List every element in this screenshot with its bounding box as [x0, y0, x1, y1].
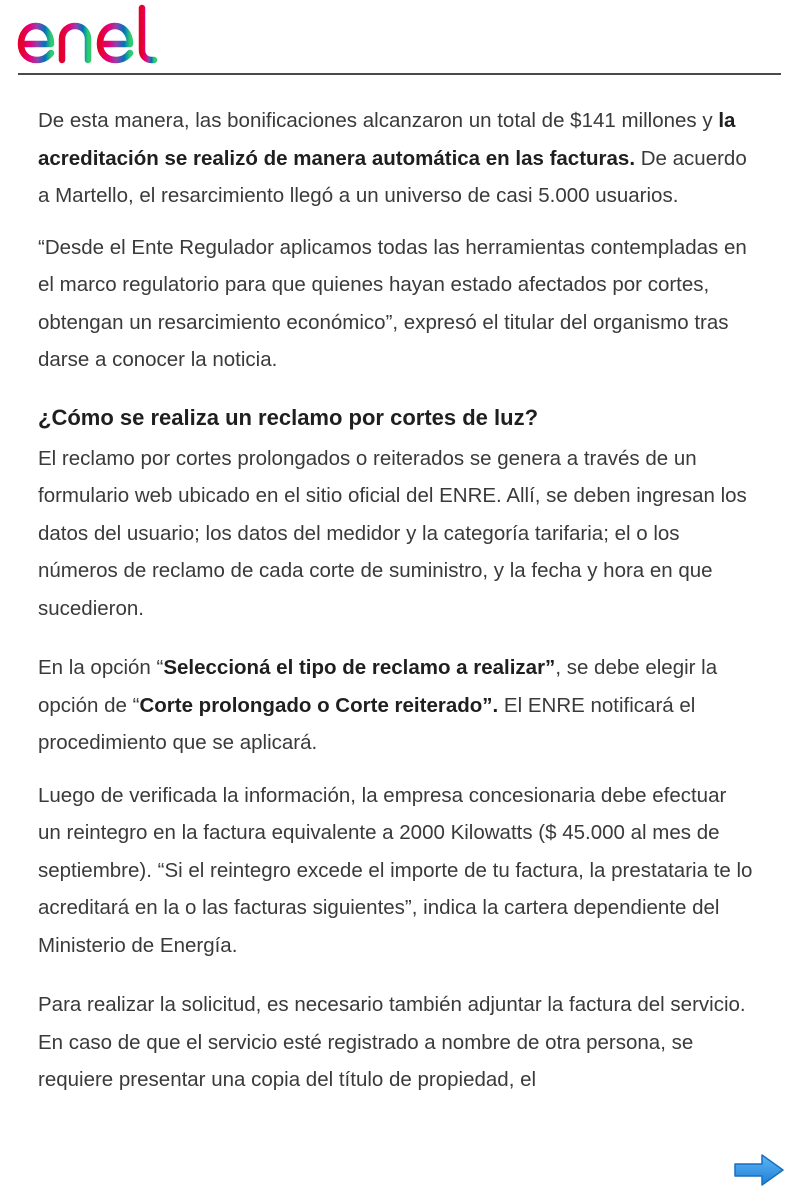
bold-text: Corte prolongado o Corte reiterado”. [139, 693, 499, 717]
paragraph-text: En la opción “ [38, 656, 164, 679]
site-header [0, 0, 800, 78]
paragraph-reintegro: Luego de verificada la información, la empresa concesionaria debe efectuar un reintegro en la factura equivalente a 2000 Kilowatts ($ 45.000 al mes de septiembre). “Si el reintegro excede el importe de tu factura, la prestataria te lo acreditará en la o las facturas siguientes”, indica la cartera dependiente del Ministerio de Energía. [38, 783, 753, 957]
paragraph-bonificaciones [38, 102, 754, 215]
article-body [38, 102, 754, 1099]
right-arrow-icon[interactable] [732, 1152, 786, 1188]
enel-logo[interactable] [16, 2, 182, 68]
paragraph-solicitud: Para realizar la solicitud, es necesario también adjuntar la factura del servicio. En caso de que el servicio esté registrado a nombre de otra persona, se requiere presentar una copia del título de propiedad, el [38, 993, 746, 1091]
bold-text: Seleccioná el tipo de reclamo a realizar” [163, 656, 556, 679]
paragraph-quote-ente: “Desde el Ente Regulador aplicamos todas las herramientas contempladas en el marco regulatorio para que quienes hayan estado afectados por cortes, obtengan un resarcimiento económico”, expresó el titular del organismo tras darse a conocer la noticia. [38, 235, 747, 371]
paragraph-text: El ENRE notificará el procedimiento que se aplicará. [38, 693, 696, 754]
paragraph-text: , se debe elegir la opción de “ [38, 656, 718, 717]
bold-text: la acreditación se realizó de manera automática en las facturas. [38, 109, 736, 170]
section-heading: ¿Cómo se realiza un reclamo por cortes de luz? [38, 404, 539, 430]
paragraph-opcion [38, 649, 754, 762]
paragraph-text: De esta manera, las bonificaciones alcanzaron un total de $141 millones y [38, 109, 719, 132]
paragraph-text: De acuerdo a Martello, el resarcimiento llegó a un universo de casi 5.000 usuarios. [38, 146, 747, 207]
paragraph-reclamo: El reclamo por cortes prolongados o reiterados se genera a través de un formulario web ubicado en el sitio oficial del ENRE. Allí, se deben ingresan los datos del usuario; los datos del medidor y la categoría tarifaria; el o los números de reclamo de cada corte de suministro, y la fecha y hora en que sucedieron. [38, 446, 747, 620]
header-divider [18, 73, 781, 75]
